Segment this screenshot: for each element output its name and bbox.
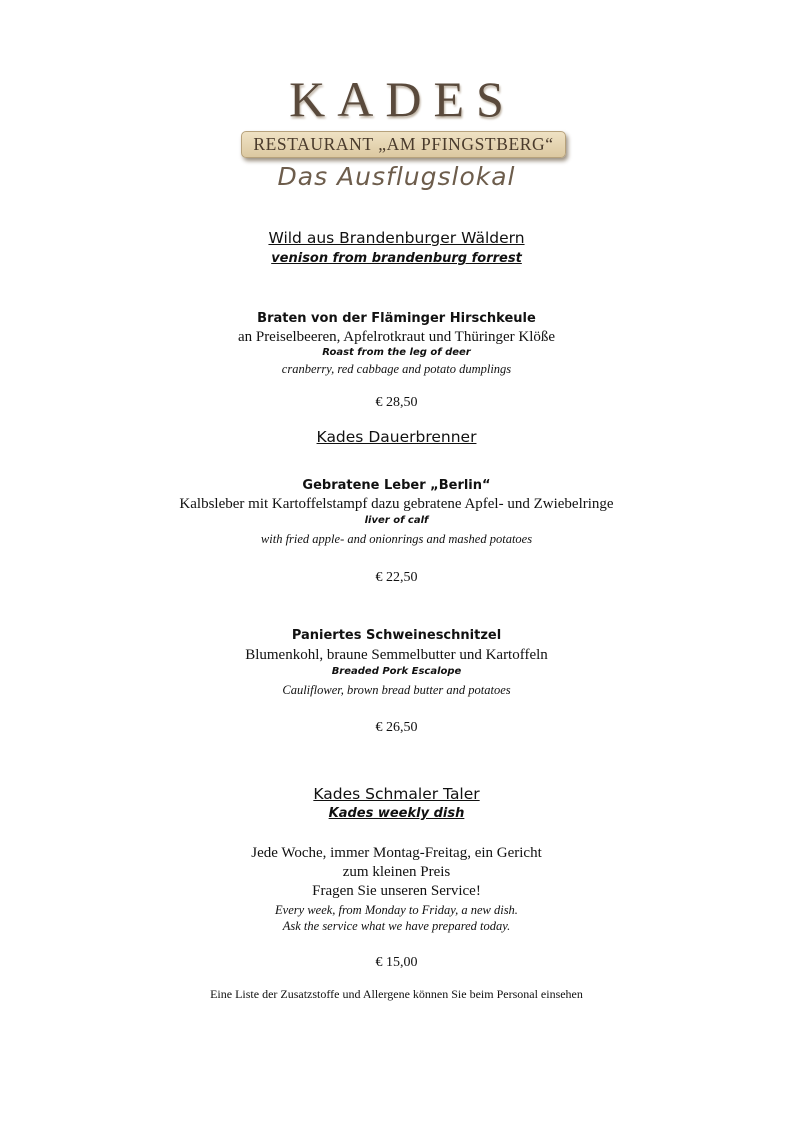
dish-name-en-schnitzel: Breaded Pork Escalope — [331, 666, 462, 677]
section-subtitle-wild: venison from brandenburg forrest — [271, 251, 522, 266]
dish-desc-schnitzel: Blumenkohl, braune Semmelbutter und Kartoffeln — [245, 647, 548, 663]
allergen-note: Eine Liste der Zusatzstoffe und Allergene können Sie beim Personal einsehen — [210, 987, 583, 1001]
logo-tagline: Das Ausflugslokal — [277, 162, 516, 191]
logo-band: RESTAURANT „AM PFINGSTBERG“ — [241, 131, 566, 158]
dish-desc-leber: Kalbsleber mit Kartoffelstampf dazu gebratene Apfel- und Zwiebelringe — [179, 496, 614, 512]
dish-price-leber: € 22,50 — [375, 570, 418, 585]
dish-name-en-leber: liver of calf — [364, 515, 429, 526]
dish-desc-en-hirschkeule: cranberry, red cabbage and potato dumplings — [281, 362, 512, 376]
dish-name-en-hirschkeule: Roast from the leg of deer — [322, 347, 471, 358]
dish-name-leber: Gebratene Leber „Berlin“ — [302, 478, 491, 493]
dish-name-hirschkeule: Braten von der Fläminger Hirschkeule — [257, 311, 536, 326]
section-title-taler: Kades Schmaler Taler — [313, 785, 480, 803]
dish-desc-en-schnitzel: Cauliflower, brown bread butter and potatoes — [282, 683, 511, 697]
dish-name-schnitzel: Paniertes Schweineschnitzel — [291, 628, 502, 643]
dish-desc-hirschkeule: an Preiselbeeren, Apfelrotkraut und Thüringer Klöße — [237, 329, 556, 345]
dish-desc-en-leber: with fried apple- and onionrings and mashed potatoes — [260, 532, 533, 546]
taler-line-en-2: Ask the service what we have prepared today. — [282, 919, 511, 933]
dish-price-schnitzel: € 26,50 — [375, 720, 418, 735]
section-title-wild: Wild aus Brandenburger Wäldern — [268, 229, 525, 247]
logo-wordmark: KADES — [289, 71, 516, 127]
section-title-dauerbrenner: Kades Dauerbrenner — [316, 428, 477, 446]
dish-price-hirschkeule: € 28,50 — [375, 395, 418, 410]
restaurant-logo — [0, 0, 793, 210]
taler-line-1: Jede Woche, immer Montag-Freitag, ein Gericht — [251, 845, 542, 861]
taler-line-3: Fragen Sie unseren Service! — [312, 883, 481, 899]
taler-line-2: zum kleinen Preis — [342, 864, 451, 880]
section-subtitle-taler: Kades weekly dish — [328, 806, 465, 821]
taler-line-en-1: Every week, from Monday to Friday, a new dish. — [275, 903, 518, 917]
taler-price: € 15,00 — [375, 955, 418, 970]
